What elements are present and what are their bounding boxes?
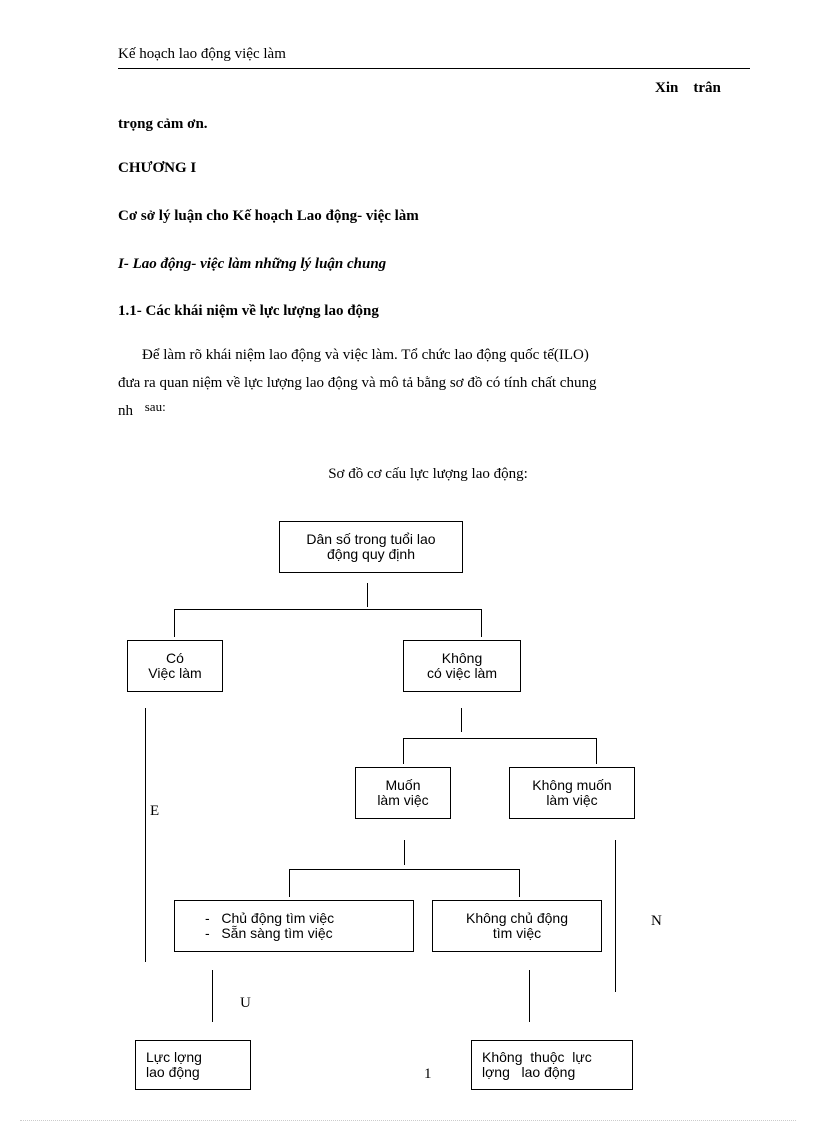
passive-seek-box [432, 900, 602, 952]
not-want-work-line-1: Không muốn [532, 777, 612, 793]
letter-n: N [651, 913, 662, 929]
connector-unemployed-down [461, 708, 462, 732]
connector-active-down [212, 970, 213, 1022]
not-want-work-box [509, 767, 635, 819]
paragraph-line-3a: nh [118, 403, 133, 419]
connector-employed-long [145, 708, 146, 962]
connector-to-employed [174, 609, 175, 637]
labor-force-line-1: Lực lợng [146, 1049, 202, 1065]
connector-to-active [289, 869, 290, 897]
root-box [279, 521, 463, 573]
not-labor-force-box [471, 1040, 633, 1090]
page-header: Kế hoạch lao động việc làm [118, 46, 286, 62]
root-line-2: động quy định [327, 546, 415, 562]
connector-to-passive [519, 869, 520, 897]
want-work-box [355, 767, 451, 819]
header-rule [118, 68, 750, 69]
passive-seek-line-2: tìm việc [492, 925, 542, 941]
labor-force-line-2: lao động [146, 1064, 200, 1080]
not-labor-force-line-1: Không thuộc lực [482, 1049, 592, 1065]
connector-not-want-long [615, 840, 616, 992]
connector-to-not-want [596, 738, 597, 764]
root-line-1: Dân số trong tuổi lao [306, 531, 436, 547]
page-number: 1 [424, 1066, 432, 1082]
want-work-line-1: Muốn [385, 777, 421, 793]
labor-force-box [135, 1040, 251, 1090]
letter-e: E [150, 803, 160, 819]
connector-root-branch [174, 609, 481, 610]
not-labor-force-line-2: lợng lao động [482, 1064, 576, 1080]
employed-line-2: Việc làm [148, 665, 202, 681]
unemployed-box [403, 640, 521, 692]
section-title: I- Lao động- việc làm những lý luận chung [118, 256, 387, 272]
connector-want-branch [289, 869, 519, 870]
connector-root-down [367, 583, 368, 607]
chapter-title: Cơ sở lý luận cho Kế hoạch Lao động- việc làm [118, 208, 419, 224]
unemployed-line-1: Không [441, 650, 483, 666]
want-work-line-2: làm việc [377, 792, 429, 808]
not-want-work-line-2: làm việc [546, 792, 598, 808]
connector-unemployed-branch [403, 738, 597, 739]
connector-to-want [403, 738, 404, 764]
paragraph-line-1: Để làm rõ khái niệm lao động và việc làm. Tổ chức lao động quốc tế(ILO) [142, 347, 589, 363]
active-seek-box [174, 900, 414, 952]
paragraph-line-3 [118, 397, 748, 425]
intro-line-2: trọng cảm ơn. [118, 116, 208, 132]
paragraph [118, 341, 748, 425]
paragraph-line-3b: sau: [144, 399, 166, 414]
subsection-title: 1.1- Các khái niệm về lực lượng lao động [118, 303, 379, 319]
chapter-label: CHƯƠNG I [118, 160, 197, 176]
unemployed-line-2: có việc làm [426, 665, 498, 681]
page-bottom-edge [20, 1120, 796, 1121]
connector-to-unemployed [481, 609, 482, 637]
letter-u: U [240, 995, 251, 1011]
employed-line-1: Có [166, 650, 184, 666]
diagram-caption-text: Sơ đồ cơ cấu lực lượng lao động: [328, 466, 528, 482]
passive-seek-line-1: Không chủ động [466, 910, 568, 926]
connector-passive-down [529, 970, 530, 1022]
active-seek-line-2: - Sẵn sàng tìm việc [205, 925, 333, 941]
diagram-caption [0, 466, 816, 483]
paragraph-line-2: đưa ra quan niệm về lực lượng lao động và mô tả bằng sơ đồ có tính chất chung [118, 375, 597, 391]
intro-line-1: Xin trân [655, 80, 721, 96]
active-seek-line-1: - Chủ động tìm việc [205, 910, 335, 926]
employed-box [127, 640, 223, 692]
connector-want-down [404, 840, 405, 865]
